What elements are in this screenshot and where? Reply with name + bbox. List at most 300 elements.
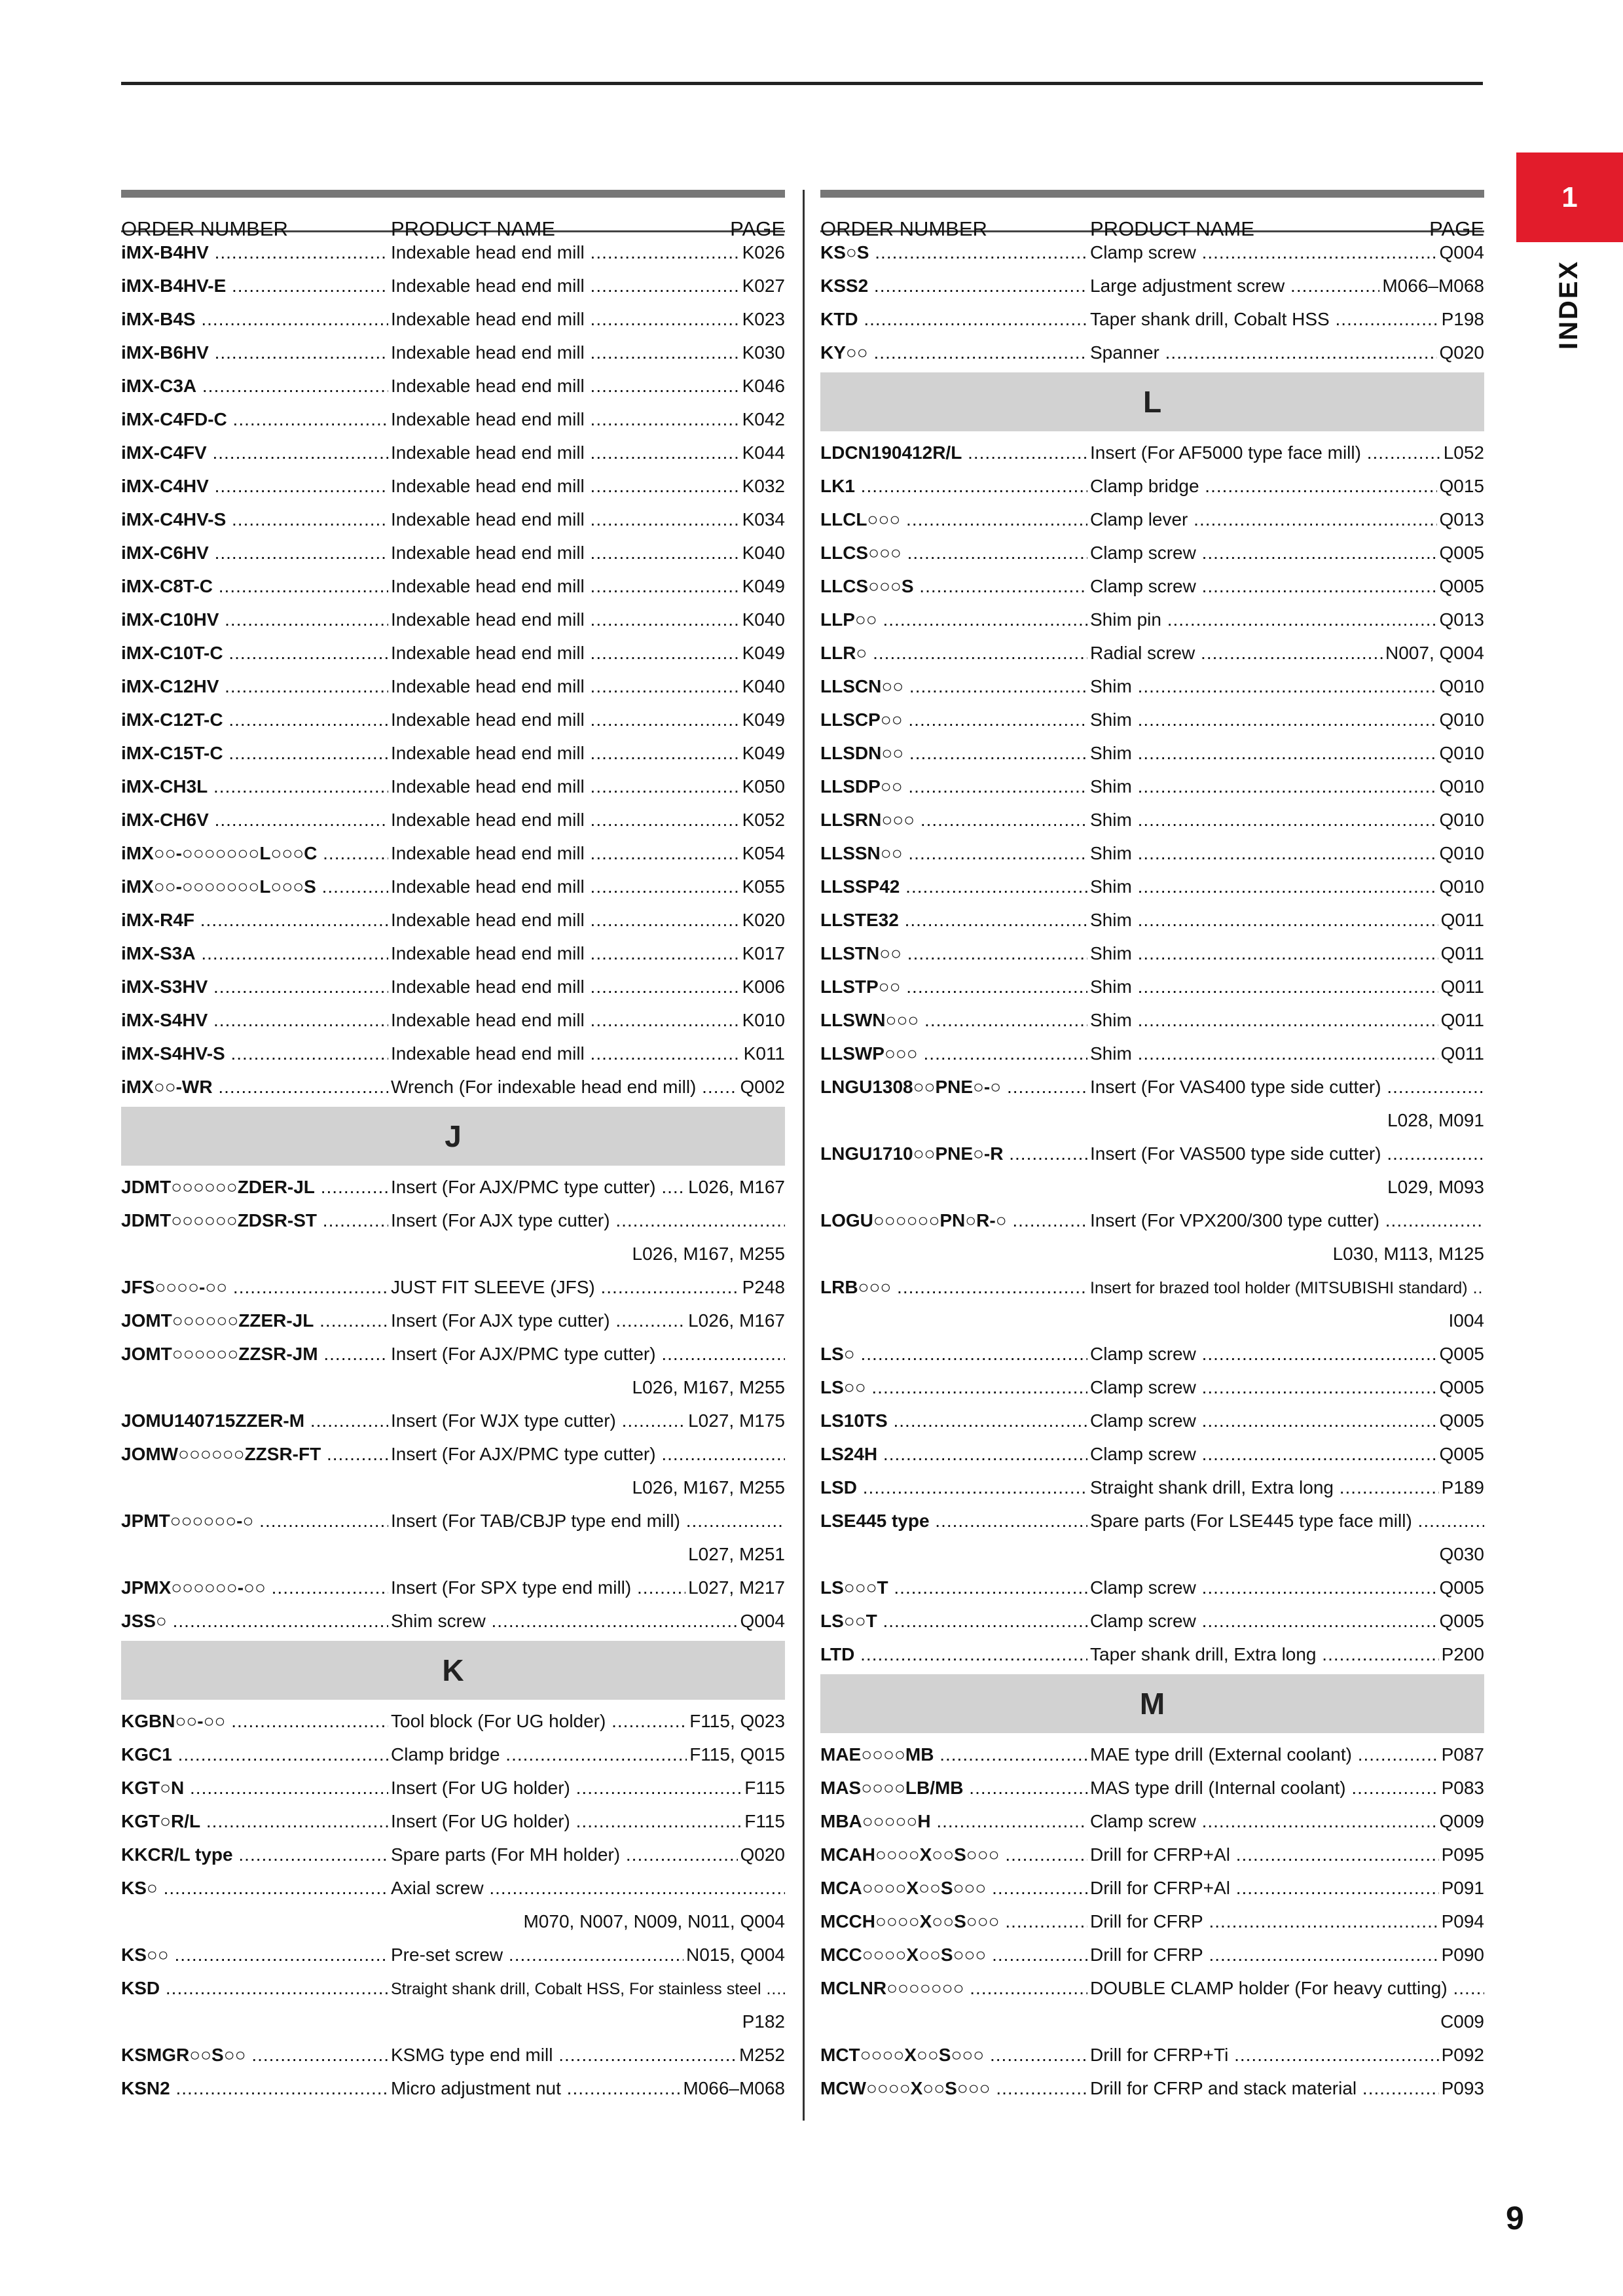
page-reference[interactable]: K010 [740,1010,785,1031]
order-number: iMX○○-○○○○○○○L○○○C ..... [121,843,388,864]
order-number: MCCH○○○○X○○S○○○ ..... [820,1911,1087,1932]
page-reference[interactable]: Q020 [1437,342,1485,363]
index-entry [820,670,1484,704]
product-name: Tool block (For UG holder) ..... [391,1711,785,1732]
page-reference[interactable]: Q010 [1437,876,1485,897]
page-reference[interactable]: Q011 [1438,943,1484,964]
product-name: Taper shank drill, Extra long ..... [1090,1644,1484,1665]
product-name: Drill for CFRP+Al ..... [1090,1844,1484,1865]
product-name: Indexable head end mill ..... [391,609,785,630]
page-reference[interactable]: P091 [1439,1878,1484,1899]
page-reference[interactable]: Q005 [1437,1344,1485,1365]
order-number: LRB○○○ ..... [820,1277,1087,1298]
page-reference[interactable]: K046 [740,376,785,397]
product-name: Drill for CFRP and stack material ..... [1090,2078,1484,2099]
order-number: LLSSP42 ..... [820,876,1087,897]
index-entry [121,537,785,570]
page-reference-continued [121,1371,785,1405]
index-entry [121,437,785,470]
product-name: Shim ..... [1090,943,1484,964]
page-reference[interactable]: Q010 [1437,843,1485,864]
order-number: LOGU○○○○○○PN○R-○ ..... [820,1210,1087,1231]
chapter-tab-label: INDEX [1554,259,1584,350]
page-reference[interactable]: Q011 [1438,910,1484,931]
index-entry [121,1839,785,1872]
page-reference-continued [121,1471,785,1505]
index-entry [121,770,785,804]
index-entry [820,1972,1484,2005]
page-reference[interactable]: Q010 [1437,776,1485,797]
index-entry [121,403,785,437]
page-reference[interactable]: Q005 [1437,1611,1485,1632]
product-name: Indexable head end mill ..... [391,943,785,964]
page-reference[interactable]: Q011 [1438,1043,1484,1064]
product-name: Indexable head end mill ..... [391,1043,785,1064]
page-reference[interactable]: L029, M093 [1387,1177,1484,1197]
page-reference-continued [121,1238,785,1271]
order-number: JPMT○○○○○○-○ ..... [121,1511,388,1532]
page-reference[interactable]: L026, M167, M255 [632,1244,785,1264]
order-number: JOMT○○○○○○ZZER-JL ..... [121,1310,388,1331]
page-reference[interactable]: Q013 [1437,509,1485,530]
page-reference[interactable]: Q004 [1437,242,1485,263]
order-number: LNGU1308○○PNE○-○ ..... [820,1077,1087,1098]
order-number: LLSDP○○ ..... [820,776,1087,797]
page-reference[interactable]: P092 [1439,2045,1484,2066]
index-entry [121,470,785,503]
product-name: Radial screw ..... [1090,643,1484,664]
page-reference[interactable]: M066–M068 [680,2078,785,2099]
product-name: Indexable head end mill ..... [391,242,785,263]
header-product-name: PRODUCT NAME [1090,217,1254,240]
index-entry [820,1004,1484,1037]
page-reference[interactable]: Q015 [1437,476,1485,497]
page-reference[interactable]: K030 [740,342,785,363]
page-reference[interactable]: K055 [740,876,785,897]
page-reference[interactable]: K011 [741,1043,785,1064]
order-number: iMX-C12T-C ..... [121,709,388,730]
order-number: KSS2 ..... [820,276,1087,296]
page-reference[interactable]: P095 [1439,1844,1484,1865]
order-number: iMX-C4HV-S ..... [121,509,388,530]
product-name: Indexable head end mill ..... [391,810,785,831]
index-entry [121,1037,785,1071]
product-name: Drill for CFRP+Al ..... [1090,1878,1484,1899]
page-reference[interactable]: K040 [740,676,785,697]
page-reference[interactable]: P182 [742,2011,785,2032]
column-header [820,190,1484,240]
index-entry [121,870,785,904]
product-name: Axial screw ..... [391,1878,785,1899]
page-reference[interactable]: L026, M167, M255 [632,1477,785,1498]
page-reference[interactable]: Q020 [738,1844,786,1865]
page-reference[interactable]: F115 [742,1778,785,1799]
page-reference[interactable]: L030, M113, M125 [1332,1244,1484,1264]
product-name: Shim ..... [1090,977,1484,997]
order-number: LS○○ ..... [820,1377,1087,1398]
product-name: Insert (For VPX200/300 type cutter) ..... [1090,1210,1484,1231]
product-name: Shim ..... [1090,743,1484,764]
page-reference[interactable]: Q005 [1437,576,1485,597]
order-number: iMX-C10HV ..... [121,609,388,630]
product-name: Clamp screw ..... [1090,242,1484,263]
product-name: Large adjustment screw ..... [1090,276,1484,296]
index-entry [820,837,1484,870]
page-reference[interactable]: P248 [740,1277,785,1298]
order-number: KGT○N ..... [121,1778,388,1799]
index-entry [121,603,785,637]
order-number: LLCS○○○S ..... [820,576,1087,597]
index-entry [121,1972,785,2005]
page-reference-continued [820,1104,1484,1138]
page-reference[interactable]: F115 [742,1811,785,1832]
product-name: DOUBLE CLAMP holder (For heavy cutting) ..... [1090,1978,1484,1999]
order-number: iMX-C6HV ..... [121,543,388,564]
product-name: Clamp screw ..... [1090,1377,1484,1398]
page-reference[interactable]: P093 [1439,2078,1484,2099]
product-name: Clamp screw ..... [1090,1611,1484,1632]
index-entry [820,1505,1484,1538]
page-reference[interactable]: L027, M251 [688,1544,785,1564]
index-entry [121,837,785,870]
order-number: JDMT○○○○○○ZDSR-ST ..... [121,1210,388,1231]
page-reference[interactable]: K023 [740,309,785,330]
product-name: Insert (For AJX/PMC type cutter) ..... [391,1444,785,1465]
page-reference[interactable]: P083 [1439,1778,1484,1799]
page-reference[interactable]: K027 [740,276,785,296]
page-reference-continued [820,1238,1484,1271]
index-entry [820,1138,1484,1171]
page-number: 9 [1506,2200,1524,2236]
order-number: LTD ..... [820,1644,1087,1665]
page-reference[interactable]: Q005 [1437,1410,1485,1431]
page-reference[interactable]: K052 [740,810,785,831]
header-order-number: ORDER NUMBER [121,217,288,240]
product-name: Spare parts (For MH holder) ..... [391,1844,785,1865]
order-number: JSS○ ..... [121,1611,388,1632]
index-entry [820,270,1484,303]
page-reference-continued [820,1171,1484,1204]
page-reference[interactable]: K049 [740,709,785,730]
product-name: Shim ..... [1090,1010,1484,1031]
page-reference-continued [820,1538,1484,1571]
page-reference[interactable]: K042 [740,409,785,430]
order-number: LLSCN○○ ..... [820,676,1087,697]
product-name: Insert for brazed tool holder (MITSUBISHI standard) ..... [1090,1279,1484,1298]
order-number: iMX-B4S ..... [121,309,388,330]
product-name: Shim ..... [1090,810,1484,831]
chapter-tab[interactable] [1516,152,1623,242]
product-name: Shim ..... [1090,676,1484,697]
product-name: Indexable head end mill ..... [391,643,785,664]
order-number: iMX-S4HV-S ..... [121,1043,388,1064]
index-entry [121,1772,785,1805]
product-name: JUST FIT SLEEVE (JFS) ..... [391,1277,785,1298]
page-reference[interactable]: L027, M217 [685,1577,785,1598]
page-reference[interactable]: K017 [740,943,785,964]
page-reference[interactable]: F115, Q015 [687,1744,785,1765]
order-number: MCT○○○○X○○S○○○ ..... [820,2045,1087,2066]
order-number: JDMT○○○○○○ZDER-JL ..... [121,1177,388,1198]
page-reference[interactable]: Q011 [1438,977,1484,997]
page-reference[interactable]: K049 [740,576,785,597]
order-number: MCC○○○○X○○S○○○ ..... [820,1945,1087,1965]
page-reference[interactable]: Q005 [1437,543,1485,564]
page-reference[interactable]: Q010 [1437,709,1485,730]
page-reference[interactable]: Q004 [738,1611,786,1632]
product-name: Indexable head end mill ..... [391,543,785,564]
index-entry [820,971,1484,1004]
order-number: JOMU140715ZZER-M ..... [121,1410,388,1431]
page-reference[interactable]: K040 [740,609,785,630]
index-entry [820,1571,1484,1605]
index-entry [820,737,1484,770]
page-reference[interactable]: K020 [740,910,785,931]
product-name: Clamp screw ..... [1090,1410,1484,1431]
index-entry [820,1839,1484,1872]
index-entry [121,303,785,336]
product-name: Insert (For UG holder) ..... [391,1811,785,1832]
page-reference[interactable]: N015, Q004 [684,1945,785,1965]
page-reference[interactable]: M070, N007, N009, N011, Q004 [523,1911,785,1931]
page-reference[interactable]: L026, M167 [685,1310,785,1331]
product-name: Insert (For AJX type cutter) ..... [391,1210,785,1231]
page-reference[interactable]: L026, M167, M255 [632,1377,785,1397]
order-number: KS○○ ..... [121,1945,388,1965]
order-number: JOMT○○○○○○ZZSR-JM ..... [121,1344,388,1365]
page-reference[interactable]: K032 [740,476,785,497]
index-entry [121,236,785,270]
order-number: iMX-CH6V ..... [121,810,388,831]
page-reference[interactable]: P198 [1439,309,1484,330]
product-name: Clamp screw ..... [1090,1344,1484,1365]
page-reference[interactable]: L028, M091 [1387,1110,1484,1130]
chapter-tab-number: 1 [1561,181,1578,213]
product-name: Insert (For AJX/PMC type cutter) ..... [391,1344,785,1365]
page-reference[interactable]: K054 [740,843,785,864]
product-name: Insert (For VAS400 type side cutter) ..... [1090,1077,1484,1098]
index-entry [820,770,1484,804]
page-reference[interactable]: K049 [740,743,785,764]
index-entry [820,1738,1484,1772]
page-reference[interactable]: Q010 [1437,676,1485,697]
index-entry [121,1071,785,1104]
order-number: LLSSN○○ ..... [820,843,1087,864]
index-entry [820,704,1484,737]
product-name: Indexable head end mill ..... [391,376,785,397]
product-name: Pre-set screw ..... [391,1945,785,1965]
order-number: MAS○○○○LB/MB ..... [820,1778,1087,1799]
page-reference[interactable]: K006 [740,977,785,997]
order-number: JOMW○○○○○○ZZSR-FT ..... [121,1444,388,1465]
product-name: Insert (For AF5000 type face mill) ..... [1090,442,1484,463]
order-number: LLSWP○○○ ..... [820,1043,1087,1064]
page-reference-continued [121,1905,785,1939]
order-number: MAE○○○○MB ..... [820,1744,1087,1765]
page-reference-continued [820,1304,1484,1338]
index-rows-right [820,236,1484,2106]
product-name: Wrench (For indexable head end mill) ..... [391,1077,785,1098]
order-number: iMX-C4HV ..... [121,476,388,497]
page-reference[interactable]: K050 [740,776,785,797]
index-entry [820,570,1484,603]
page-reference[interactable]: K026 [740,242,785,263]
order-number: LLSRN○○○ ..... [820,810,1087,831]
order-number: iMX-B4HV ..... [121,242,388,263]
index-entry [820,1905,1484,1939]
order-number: iMX-C4FD-C ..... [121,409,388,430]
product-name: Indexable head end mill ..... [391,1010,785,1031]
order-number: iMX-B6HV ..... [121,342,388,363]
order-number: KSN2 ..... [121,2078,388,2099]
index-column-left [121,190,785,2106]
index-entry [121,503,785,537]
section-letter-header: L [820,372,1484,431]
product-name: Shim ..... [1090,1043,1484,1064]
product-name: Insert (For UG holder) ..... [391,1778,785,1799]
order-number: iMX-C3A ..... [121,376,388,397]
index-entry [820,537,1484,570]
index-entry [820,470,1484,503]
product-name: Taper shank drill, Cobalt HSS ..... [1090,309,1484,330]
page-reference[interactable]: M252 [737,2045,785,2066]
product-name: Spanner ..... [1090,342,1484,363]
order-number: MBA○○○○○H ..... [820,1811,1087,1832]
page-reference[interactable]: Q011 [1438,1010,1484,1031]
product-name: Straight shank drill, Extra long ..... [1090,1477,1484,1498]
order-number: JFS○○○○-○○ ..... [121,1277,388,1298]
index-entry [820,236,1484,270]
order-number: iMX-B4HV-E ..... [121,276,388,296]
page-reference[interactable]: L027, M175 [685,1410,785,1431]
order-number: LLP○○ ..... [820,609,1087,630]
index-column-right [820,190,1484,2106]
page-reference[interactable]: K049 [740,643,785,664]
page-reference[interactable]: P087 [1439,1744,1484,1765]
index-entry [121,1939,785,1972]
product-name: Indexable head end mill ..... [391,776,785,797]
order-number: LNGU1710○○PNE○-R ..... [820,1143,1087,1164]
index-entry [121,637,785,670]
index-entry [820,1638,1484,1672]
index-entry [820,937,1484,971]
index-entry [820,437,1484,470]
page-reference[interactable]: Q030 [1439,1544,1484,1564]
index-rows-left [121,236,785,2106]
page-reference[interactable]: Q005 [1437,1377,1485,1398]
column-divider [803,190,805,2121]
order-number: LLSCP○○ ..... [820,709,1087,730]
page-reference[interactable]: P090 [1439,1945,1484,1965]
index-entry [820,1939,1484,1972]
index-entry [820,1805,1484,1839]
index-entry [820,1371,1484,1405]
index-entry [121,336,785,370]
index-entry [820,1471,1484,1505]
order-number: JPMX○○○○○○-○○ ..... [121,1577,388,1598]
order-number: MCW○○○○X○○S○○○ ..... [820,2078,1087,2099]
order-number: LSE445 type ..... [820,1511,1087,1532]
column-header [121,190,785,240]
index-entry [121,1605,785,1638]
product-name: Indexable head end mill ..... [391,676,785,697]
page-reference[interactable]: K040 [740,543,785,564]
page-reference[interactable]: Q002 [738,1077,786,1098]
product-name: Drill for CFRP ..... [1090,1945,1484,1965]
product-name: Clamp bridge ..... [391,1744,785,1765]
order-number: iMX-C8T-C ..... [121,576,388,597]
index-entry [820,336,1484,370]
index-entry [820,1438,1484,1471]
order-number: KSD ..... [121,1978,388,1999]
order-number: MCA○○○○X○○S○○○ ..... [820,1878,1087,1899]
order-number: iMX-C12HV ..... [121,676,388,697]
index-entry [820,804,1484,837]
order-number: LK1 ..... [820,476,1087,497]
page-reference[interactable]: M066–M068 [1379,276,1484,296]
order-number: LLR○ ..... [820,643,1087,664]
page-reference[interactable]: P094 [1439,1911,1484,1932]
index-entry [820,1405,1484,1438]
order-number: LLSTE32 ..... [820,910,1087,931]
page-reference[interactable]: K034 [740,509,785,530]
order-number: LDCN190412R/L ..... [820,442,1087,463]
page-reference[interactable]: Q009 [1437,1811,1485,1832]
page-reference[interactable]: C009 [1440,2011,1484,2032]
index-entry [121,1338,785,1371]
order-number: KTD ..... [820,309,1087,330]
order-number: LS○ ..... [820,1344,1087,1365]
product-name: Indexable head end mill ..... [391,509,785,530]
header-product-name: PRODUCT NAME [391,217,555,240]
order-number: LLSTP○○ ..... [820,977,1087,997]
product-name: Indexable head end mill ..... [391,576,785,597]
index-entry [121,1405,785,1438]
order-number: LLSTN○○ ..... [820,943,1087,964]
order-number: KGT○R/L ..... [121,1811,388,1832]
product-name: Clamp lever ..... [1090,509,1484,530]
index-entry [121,2039,785,2072]
product-name: Shim pin ..... [1090,609,1484,630]
product-name: Insert (For AJX type cutter) ..... [391,1310,785,1331]
page-reference[interactable]: Q005 [1437,1577,1485,1598]
page-reference[interactable]: F115, Q023 [687,1711,785,1732]
header-page: PAGE [1429,217,1484,240]
page-reference[interactable]: L052 [1441,442,1484,463]
product-name: Clamp screw ..... [1090,1577,1484,1598]
page-reference[interactable]: Q010 [1437,743,1485,764]
page-reference[interactable]: L026, M167 [685,1177,785,1198]
order-number: iMX-R4F ..... [121,910,388,931]
index-entry [121,704,785,737]
page-reference[interactable]: N007, Q004 [1383,643,1484,664]
index-entry [121,971,785,1004]
index-entry [121,1872,785,1905]
page-reference[interactable]: P189 [1439,1477,1484,1498]
order-number: iMX-S3A ..... [121,943,388,964]
page-reference[interactable]: K044 [740,442,785,463]
page-reference[interactable]: I004 [1448,1310,1484,1331]
order-number: MCAH○○○○X○○S○○○ ..... [820,1844,1087,1865]
index-entry [121,370,785,403]
page-reference[interactable]: Q005 [1437,1444,1485,1465]
order-number: iMX○○-WR ..... [121,1077,388,1098]
page-reference[interactable]: Q010 [1437,810,1485,831]
page-reference[interactable]: Q013 [1437,609,1485,630]
page-reference[interactable]: P200 [1439,1644,1484,1665]
product-name: Shim screw ..... [391,1611,785,1632]
product-name: Insert (For AJX/PMC type cutter) ..... [391,1177,785,1198]
